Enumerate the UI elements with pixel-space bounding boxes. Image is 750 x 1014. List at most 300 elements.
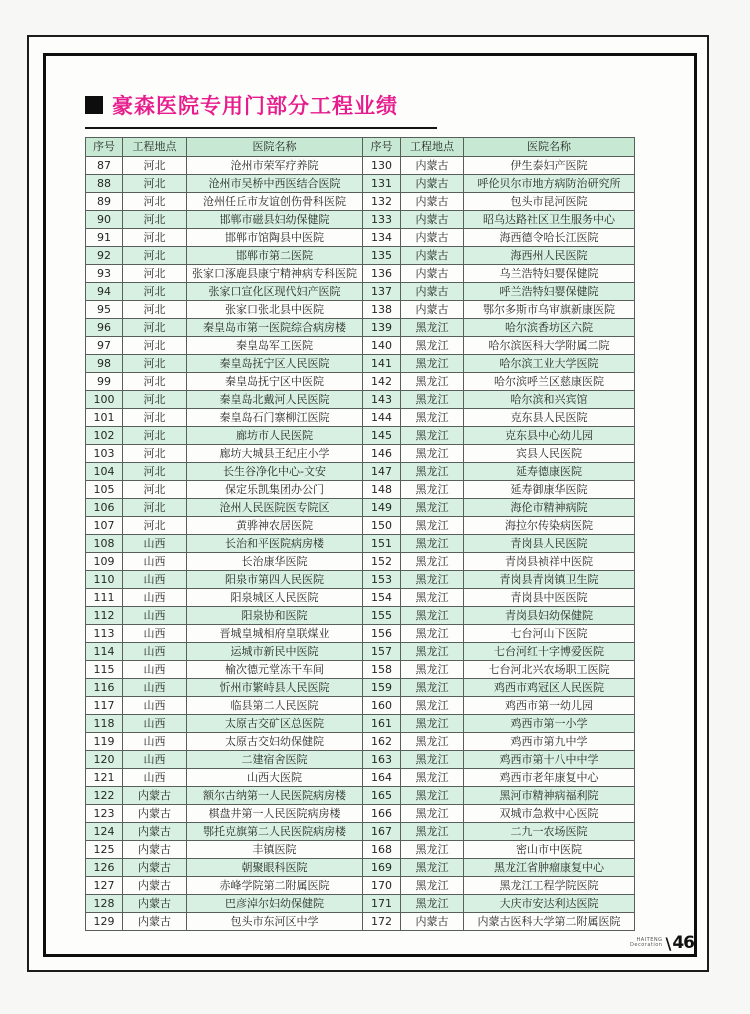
cell-serial-left: 93 (86, 265, 123, 283)
cell-hospital-right: 哈尔滨工业大学医院 (464, 355, 635, 373)
table-row (86, 661, 635, 679)
table-row (86, 841, 635, 859)
cell-serial-right: 171 (363, 895, 401, 913)
cell-hospital-left: 阳泉协和医院 (187, 607, 363, 625)
cell-serial-right: 152 (363, 553, 401, 571)
cell-serial-right: 144 (363, 409, 401, 427)
table-row (86, 877, 635, 895)
cell-hospital-left: 邯郸市馆陶县中医院 (187, 229, 363, 247)
cell-location-right: 黑龙江 (401, 553, 464, 571)
table-row (86, 751, 635, 769)
cell-serial-left: 117 (86, 697, 123, 715)
cell-serial-left: 128 (86, 895, 123, 913)
cell-hospital-right: 二九一农场医院 (464, 823, 635, 841)
cell-location-left: 河北 (123, 517, 187, 535)
cell-hospital-left: 包头市东河区中学 (187, 913, 363, 931)
cell-location-right: 黑龙江 (401, 787, 464, 805)
cell-hospital-left: 沧州市荣军疗养院 (187, 157, 363, 175)
cell-hospital-left: 巴彦淖尔妇幼保健院 (187, 895, 363, 913)
table-row (86, 769, 635, 787)
cell-location-right: 内蒙古 (401, 211, 464, 229)
table-row (86, 715, 635, 733)
cell-serial-left: 89 (86, 193, 123, 211)
cell-hospital-right: 双城市急救中心医院 (464, 805, 635, 823)
cell-hospital-left: 黄骅神农居医院 (187, 517, 363, 535)
cell-location-left: 山西 (123, 661, 187, 679)
cell-location-right: 黑龙江 (401, 463, 464, 481)
table-row (86, 499, 635, 517)
cell-serial-right: 165 (363, 787, 401, 805)
cell-serial-left: 122 (86, 787, 123, 805)
cell-location-left: 河北 (123, 427, 187, 445)
cell-serial-left: 94 (86, 283, 123, 301)
cell-hospital-left: 忻州市繁峙县人民医院 (187, 679, 363, 697)
cell-location-right: 黑龙江 (401, 535, 464, 553)
table-row (86, 175, 635, 193)
table-row (86, 553, 635, 571)
cell-serial-right: 150 (363, 517, 401, 535)
cell-serial-right: 134 (363, 229, 401, 247)
cell-serial-left: 112 (86, 607, 123, 625)
cell-hospital-left: 长治康华医院 (187, 553, 363, 571)
cell-location-left: 河北 (123, 391, 187, 409)
cell-hospital-left: 长治和平医院病房楼 (187, 535, 363, 553)
cell-serial-left: 118 (86, 715, 123, 733)
table-row (86, 427, 635, 445)
cell-hospital-left: 二建宿舍医院 (187, 751, 363, 769)
cell-hospital-left: 运城市新民中医院 (187, 643, 363, 661)
cell-serial-right: 149 (363, 499, 401, 517)
cell-serial-left: 88 (86, 175, 123, 193)
cell-hospital-left: 榆次德元堂冻干车间 (187, 661, 363, 679)
cell-serial-left: 125 (86, 841, 123, 859)
footer-brand (618, 932, 694, 954)
cell-hospital-right: 七台河北兴农场职工医院 (464, 661, 635, 679)
header-location-left: 工程地点 (123, 138, 187, 157)
cell-serial-left: 104 (86, 463, 123, 481)
cell-serial-right: 161 (363, 715, 401, 733)
cell-hospital-left: 秦皇岛北戴河人民医院 (187, 391, 363, 409)
cell-hospital-left: 赤峰学院第二附属医院 (187, 877, 363, 895)
cell-location-left: 河北 (123, 211, 187, 229)
cell-serial-right: 169 (363, 859, 401, 877)
table-row (86, 787, 635, 805)
cell-location-left: 山西 (123, 715, 187, 733)
cell-location-left: 山西 (123, 679, 187, 697)
cell-location-left: 河北 (123, 247, 187, 265)
cell-hospital-right: 哈尔滨呼兰区慈康医院 (464, 373, 635, 391)
cell-hospital-right: 七台河山下医院 (464, 625, 635, 643)
cell-serial-right: 130 (363, 157, 401, 175)
table-row (86, 445, 635, 463)
cell-hospital-right: 青岗县妇幼保健院 (464, 607, 635, 625)
cell-hospital-left: 邯郸市磁县妇幼保健院 (187, 211, 363, 229)
cell-hospital-right: 宾县人民医院 (464, 445, 635, 463)
cell-serial-right: 156 (363, 625, 401, 643)
table-row (86, 337, 635, 355)
cell-location-right: 黑龙江 (401, 823, 464, 841)
cell-location-left: 河北 (123, 463, 187, 481)
cell-serial-right: 143 (363, 391, 401, 409)
cell-serial-right: 136 (363, 265, 401, 283)
cell-serial-left: 103 (86, 445, 123, 463)
cell-location-left: 内蒙古 (123, 913, 187, 931)
cell-hospital-left: 沧州人民医院医专院区 (187, 499, 363, 517)
cell-location-left: 河北 (123, 193, 187, 211)
cell-location-right: 黑龙江 (401, 355, 464, 373)
cell-serial-right: 135 (363, 247, 401, 265)
cell-location-right: 黑龙江 (401, 859, 464, 877)
table-row (86, 355, 635, 373)
table-row (86, 319, 635, 337)
cell-serial-right: 164 (363, 769, 401, 787)
cell-serial-right: 147 (363, 463, 401, 481)
cell-location-right: 内蒙古 (401, 265, 464, 283)
cell-location-left: 山西 (123, 697, 187, 715)
table-row (86, 247, 635, 265)
cell-serial-left: 91 (86, 229, 123, 247)
cell-hospital-left: 阳泉市第四人民医院 (187, 571, 363, 589)
cell-location-right: 黑龙江 (401, 877, 464, 895)
cell-hospital-right: 鸡西市第九中学 (464, 733, 635, 751)
cell-serial-left: 107 (86, 517, 123, 535)
cell-serial-right: 138 (363, 301, 401, 319)
cell-location-right: 内蒙古 (401, 913, 464, 931)
cell-location-left: 山西 (123, 571, 187, 589)
table-row (86, 859, 635, 877)
cell-serial-left: 127 (86, 877, 123, 895)
cell-location-left: 内蒙古 (123, 823, 187, 841)
cell-hospital-left: 临县第二人民医院 (187, 697, 363, 715)
cell-serial-left: 124 (86, 823, 123, 841)
table-row (86, 157, 635, 175)
cell-hospital-right: 内蒙古医科大学第二附属医院 (464, 913, 635, 931)
projects-table (85, 137, 635, 931)
header-hospital-right: 医院名称 (464, 138, 635, 157)
cell-location-left: 河北 (123, 175, 187, 193)
cell-location-left: 内蒙古 (123, 859, 187, 877)
cell-location-left: 山西 (123, 607, 187, 625)
table-row (86, 697, 635, 715)
cell-hospital-right: 青岗县人民医院 (464, 535, 635, 553)
table-row (86, 679, 635, 697)
table-row (86, 229, 635, 247)
cell-serial-left: 98 (86, 355, 123, 373)
cell-hospital-right: 伊生泰妇产医院 (464, 157, 635, 175)
cell-hospital-left: 山西大医院 (187, 769, 363, 787)
cell-hospital-right: 呼兰浩特妇婴保健院 (464, 283, 635, 301)
cell-hospital-right: 延寿御康华医院 (464, 481, 635, 499)
cell-hospital-left: 张家口宣化区现代妇产医院 (187, 283, 363, 301)
cell-hospital-left: 太原古交矿区总医院 (187, 715, 363, 733)
cell-hospital-right: 黑河市精神病福利院 (464, 787, 635, 805)
cell-serial-right: 155 (363, 607, 401, 625)
cell-hospital-left: 沧州市吴桥中西医结合医院 (187, 175, 363, 193)
cell-hospital-right: 黑龙江工程学院医院 (464, 877, 635, 895)
cell-location-left: 内蒙古 (123, 841, 187, 859)
table-row (86, 373, 635, 391)
cell-serial-right: 162 (363, 733, 401, 751)
cell-location-right: 黑龙江 (401, 499, 464, 517)
cell-location-right: 黑龙江 (401, 625, 464, 643)
table-row (86, 913, 635, 931)
cell-serial-right: 166 (363, 805, 401, 823)
cell-location-left: 山西 (123, 553, 187, 571)
cell-hospital-right: 青岗县中医医院 (464, 589, 635, 607)
cell-location-right: 黑龙江 (401, 607, 464, 625)
cell-hospital-right: 海西德令哈长江医院 (464, 229, 635, 247)
table-row (86, 823, 635, 841)
cell-location-right: 黑龙江 (401, 643, 464, 661)
cell-serial-right: 170 (363, 877, 401, 895)
cell-hospital-left: 朝聚眼科医院 (187, 859, 363, 877)
cell-hospital-right: 鸡西市鸡冠区人民医院 (464, 679, 635, 697)
cell-hospital-right: 克东县人民医院 (464, 409, 635, 427)
cell-hospital-right: 海伦市精神病院 (464, 499, 635, 517)
cell-hospital-right: 海拉尔传染病医院 (464, 517, 635, 535)
cell-serial-left: 119 (86, 733, 123, 751)
cell-serial-left: 108 (86, 535, 123, 553)
cell-hospital-left: 秦皇岛抚宁区人民医院 (187, 355, 363, 373)
cell-hospital-right: 密山市中医院 (464, 841, 635, 859)
cell-location-left: 内蒙古 (123, 805, 187, 823)
cell-location-left: 山西 (123, 733, 187, 751)
brand-logo (630, 938, 662, 948)
cell-serial-left: 96 (86, 319, 123, 337)
cell-serial-left: 92 (86, 247, 123, 265)
cell-hospital-right: 呼伦贝尔市地方病防治研究所 (464, 175, 635, 193)
cell-location-right: 黑龙江 (401, 769, 464, 787)
cell-hospital-left: 沧州任丘市友谊创伤骨科医院 (187, 193, 363, 211)
cell-location-left: 山西 (123, 535, 187, 553)
table-row (86, 391, 635, 409)
cell-location-right: 黑龙江 (401, 751, 464, 769)
header-serial-left: 序号 (86, 138, 123, 157)
cell-serial-right: 133 (363, 211, 401, 229)
table-row (86, 589, 635, 607)
cell-hospital-right: 大庆市安达利达医院 (464, 895, 635, 913)
cell-location-left: 山西 (123, 751, 187, 769)
cell-location-left: 河北 (123, 283, 187, 301)
table-row (86, 895, 635, 913)
cell-location-right: 黑龙江 (401, 337, 464, 355)
cell-serial-right: 160 (363, 697, 401, 715)
table-row (86, 283, 635, 301)
brand-line-1: HAITENG (636, 937, 663, 943)
cell-serial-right: 163 (363, 751, 401, 769)
cell-serial-right: 157 (363, 643, 401, 661)
cell-location-right: 黑龙江 (401, 841, 464, 859)
cell-serial-right: 167 (363, 823, 401, 841)
cell-hospital-left: 丰镇医院 (187, 841, 363, 859)
cell-location-right: 内蒙古 (401, 247, 464, 265)
cell-serial-left: 115 (86, 661, 123, 679)
cell-serial-right: 168 (363, 841, 401, 859)
table-row (86, 805, 635, 823)
cell-location-right: 内蒙古 (401, 283, 464, 301)
cell-hospital-right: 克东县中心幼儿园 (464, 427, 635, 445)
cell-location-left: 河北 (123, 301, 187, 319)
cell-location-left: 河北 (123, 265, 187, 283)
cell-serial-right: 158 (363, 661, 401, 679)
cell-hospital-right: 哈尔滨和兴宾馆 (464, 391, 635, 409)
page-number: 46 (672, 933, 694, 953)
table-row (86, 265, 635, 283)
cell-serial-right: 139 (363, 319, 401, 337)
table-header-row (86, 138, 635, 157)
cell-serial-right: 148 (363, 481, 401, 499)
cell-location-right: 黑龙江 (401, 517, 464, 535)
cell-location-right: 内蒙古 (401, 301, 464, 319)
brand-line-2: Decoration (630, 942, 663, 948)
cell-serial-left: 87 (86, 157, 123, 175)
cell-serial-right: 131 (363, 175, 401, 193)
cell-location-left: 山西 (123, 625, 187, 643)
cell-hospital-left: 张家口涿鹿县康宁精神病专科医院 (187, 265, 363, 283)
title-bullet-square-icon (85, 96, 103, 114)
cell-serial-left: 97 (86, 337, 123, 355)
cell-location-right: 黑龙江 (401, 679, 464, 697)
cell-hospital-right: 鸡西市第十八中中学 (464, 751, 635, 769)
cell-hospital-left: 秦皇岛石门寨柳江医院 (187, 409, 363, 427)
cell-serial-left: 111 (86, 589, 123, 607)
cell-serial-right: 172 (363, 913, 401, 931)
cell-hospital-left: 秦皇岛军工医院 (187, 337, 363, 355)
cell-location-left: 河北 (123, 355, 187, 373)
cell-location-right: 黑龙江 (401, 805, 464, 823)
cell-serial-right: 142 (363, 373, 401, 391)
cell-hospital-right: 青岗县青岗镇卫生院 (464, 571, 635, 589)
cell-hospital-left: 棋盘井第一人民医院病房楼 (187, 805, 363, 823)
header-serial-right: 序号 (363, 138, 401, 157)
cell-serial-right: 140 (363, 337, 401, 355)
cell-location-left: 山西 (123, 643, 187, 661)
table-row (86, 625, 635, 643)
cell-location-right: 黑龙江 (401, 427, 464, 445)
cell-location-right: 黑龙江 (401, 661, 464, 679)
cell-hospital-left: 鄂托克旗第二人民医院病房楼 (187, 823, 363, 841)
cell-serial-right: 153 (363, 571, 401, 589)
cell-serial-right: 154 (363, 589, 401, 607)
table-row (86, 517, 635, 535)
cell-serial-left: 113 (86, 625, 123, 643)
cell-serial-left: 101 (86, 409, 123, 427)
cell-hospital-left: 张家口张北县中医院 (187, 301, 363, 319)
cell-hospital-right: 延寿德康医院 (464, 463, 635, 481)
cell-hospital-right: 鸡西市老年康复中心 (464, 769, 635, 787)
cell-location-right: 黑龙江 (401, 391, 464, 409)
header-location-right: 工程地点 (401, 138, 464, 157)
cell-serial-left: 106 (86, 499, 123, 517)
cell-hospital-left: 晋城皇城相府皇联煤业 (187, 625, 363, 643)
section-title (85, 90, 437, 129)
cell-serial-right: 151 (363, 535, 401, 553)
cell-location-left: 河北 (123, 337, 187, 355)
cell-serial-right: 137 (363, 283, 401, 301)
cell-location-left: 内蒙古 (123, 787, 187, 805)
cell-hospital-right: 海西州人民医院 (464, 247, 635, 265)
cell-location-right: 黑龙江 (401, 409, 464, 427)
cell-location-left: 河北 (123, 445, 187, 463)
cell-hospital-right: 哈尔滨医科大学附属二院 (464, 337, 635, 355)
cell-serial-left: 114 (86, 643, 123, 661)
cell-hospital-left: 廊坊大城县王纪庄小学 (187, 445, 363, 463)
cell-hospital-right: 鸡西市第一小学 (464, 715, 635, 733)
cell-location-right: 内蒙古 (401, 175, 464, 193)
table-row (86, 571, 635, 589)
cell-location-right: 内蒙古 (401, 193, 464, 211)
cell-location-left: 河北 (123, 229, 187, 247)
table-row (86, 643, 635, 661)
table-row (86, 733, 635, 751)
cell-serial-left: 102 (86, 427, 123, 445)
cell-serial-left: 109 (86, 553, 123, 571)
cell-location-right: 黑龙江 (401, 733, 464, 751)
table-row (86, 463, 635, 481)
footer-slash-mark: \ (665, 933, 672, 953)
cell-serial-left: 105 (86, 481, 123, 499)
cell-hospital-right: 鄂尔多斯市乌审旗新康医院 (464, 301, 635, 319)
cell-location-left: 内蒙古 (123, 895, 187, 913)
cell-location-left: 山西 (123, 769, 187, 787)
cell-serial-right: 141 (363, 355, 401, 373)
cell-serial-left: 120 (86, 751, 123, 769)
cell-location-right: 黑龙江 (401, 319, 464, 337)
cell-serial-left: 95 (86, 301, 123, 319)
cell-serial-left: 100 (86, 391, 123, 409)
cell-serial-left: 129 (86, 913, 123, 931)
cell-hospital-left: 秦皇岛抚宁区中医院 (187, 373, 363, 391)
cell-serial-left: 90 (86, 211, 123, 229)
cell-serial-right: 159 (363, 679, 401, 697)
table-row (86, 607, 635, 625)
cell-hospital-left: 太原古交妇幼保健院 (187, 733, 363, 751)
cell-location-left: 河北 (123, 157, 187, 175)
table-row (86, 193, 635, 211)
cell-location-left: 内蒙古 (123, 877, 187, 895)
cell-location-right: 黑龙江 (401, 445, 464, 463)
cell-hospital-right: 昭乌达路社区卫生服务中心 (464, 211, 635, 229)
table-row (86, 409, 635, 427)
cell-serial-left: 126 (86, 859, 123, 877)
cell-location-right: 黑龙江 (401, 589, 464, 607)
cell-hospital-right: 七台河红十字博爱医院 (464, 643, 635, 661)
cell-location-left: 河北 (123, 499, 187, 517)
cell-serial-right: 132 (363, 193, 401, 211)
cell-serial-left: 116 (86, 679, 123, 697)
cell-hospital-right: 青岗县祯祥中医院 (464, 553, 635, 571)
cell-serial-left: 99 (86, 373, 123, 391)
cell-hospital-left: 额尔古纳第一人民医院病房楼 (187, 787, 363, 805)
cell-hospital-right: 包头市昆河医院 (464, 193, 635, 211)
cell-location-right: 黑龙江 (401, 697, 464, 715)
cell-serial-right: 146 (363, 445, 401, 463)
table-row (86, 535, 635, 553)
page-title: 豪森医院专用门部分工程业绩 (112, 94, 398, 118)
cell-location-right: 黑龙江 (401, 373, 464, 391)
cell-hospital-left: 邯郸市第二医院 (187, 247, 363, 265)
cell-location-left: 河北 (123, 373, 187, 391)
cell-hospital-left: 廊坊市人民医院 (187, 427, 363, 445)
cell-serial-right: 145 (363, 427, 401, 445)
cell-location-left: 河北 (123, 409, 187, 427)
cell-hospital-left: 阳泉城区人民医院 (187, 589, 363, 607)
cell-serial-left: 123 (86, 805, 123, 823)
cell-location-right: 黑龙江 (401, 895, 464, 913)
cell-hospital-right: 哈尔滨香坊区六院 (464, 319, 635, 337)
cell-serial-left: 110 (86, 571, 123, 589)
table-row (86, 481, 635, 499)
